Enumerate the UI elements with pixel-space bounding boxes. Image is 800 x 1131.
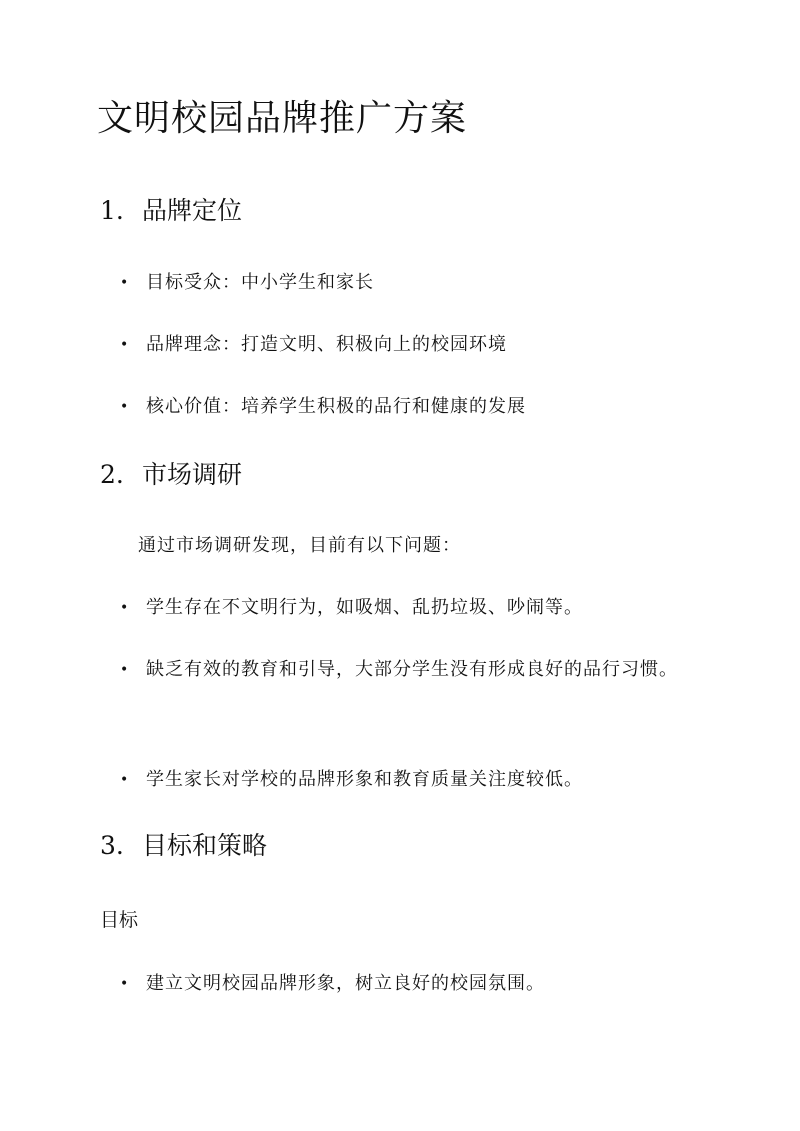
list-item-text: 核心价值：培养学生积极的品行和健康的发展 <box>146 396 526 417</box>
section-heading-goals-strategy <box>100 829 267 863</box>
bullet-icon: • <box>120 337 130 353</box>
list-item <box>120 754 720 806</box>
bullet-icon: • <box>120 772 130 788</box>
list-item-text: 缺乏有效的教育和引导，大部分学生没有形成良好的品行习惯。 <box>146 659 678 680</box>
list-item <box>120 319 720 371</box>
bullet-icon: • <box>120 275 130 291</box>
section-heading-brand-positioning <box>100 194 242 228</box>
section-title: 目标和策略 <box>142 831 268 860</box>
list-item <box>120 958 720 1010</box>
section-number: 1. <box>100 196 124 225</box>
list-item <box>120 257 720 309</box>
bullet-icon: • <box>120 399 130 415</box>
list-item-text: 学生家长对学校的品牌形象和教育质量关注度较低。 <box>146 769 583 790</box>
section-intro-paragraph: 通过市场调研发现，目前有以下问题： <box>138 535 461 556</box>
bullet-icon: • <box>120 600 130 616</box>
bullet-icon: • <box>120 662 130 678</box>
list-item-text: 学生存在不文明行为，如吸烟、乱扔垃圾、吵闹等。 <box>146 597 583 618</box>
list-item <box>120 582 720 634</box>
section-title: 市场调研 <box>142 460 243 489</box>
section-number: 2. <box>100 460 124 489</box>
list-item-text: 目标受众：中小学生和家长 <box>146 272 374 293</box>
list-item-text: 品牌理念：打造文明、积极向上的校园环境 <box>146 334 507 355</box>
list-item-text: 建立文明校园品牌形象，树立良好的校园氛围。 <box>146 973 545 994</box>
list-item <box>120 644 710 696</box>
list-item <box>120 381 720 433</box>
section-heading-market-research <box>100 458 242 492</box>
document-title: 文明校园品牌推广方案 <box>97 98 468 139</box>
subsection-heading-goals: 目标 <box>100 909 139 931</box>
section-title: 品牌定位 <box>142 196 243 225</box>
section-number: 3. <box>100 831 124 860</box>
bullet-icon: • <box>120 976 130 992</box>
